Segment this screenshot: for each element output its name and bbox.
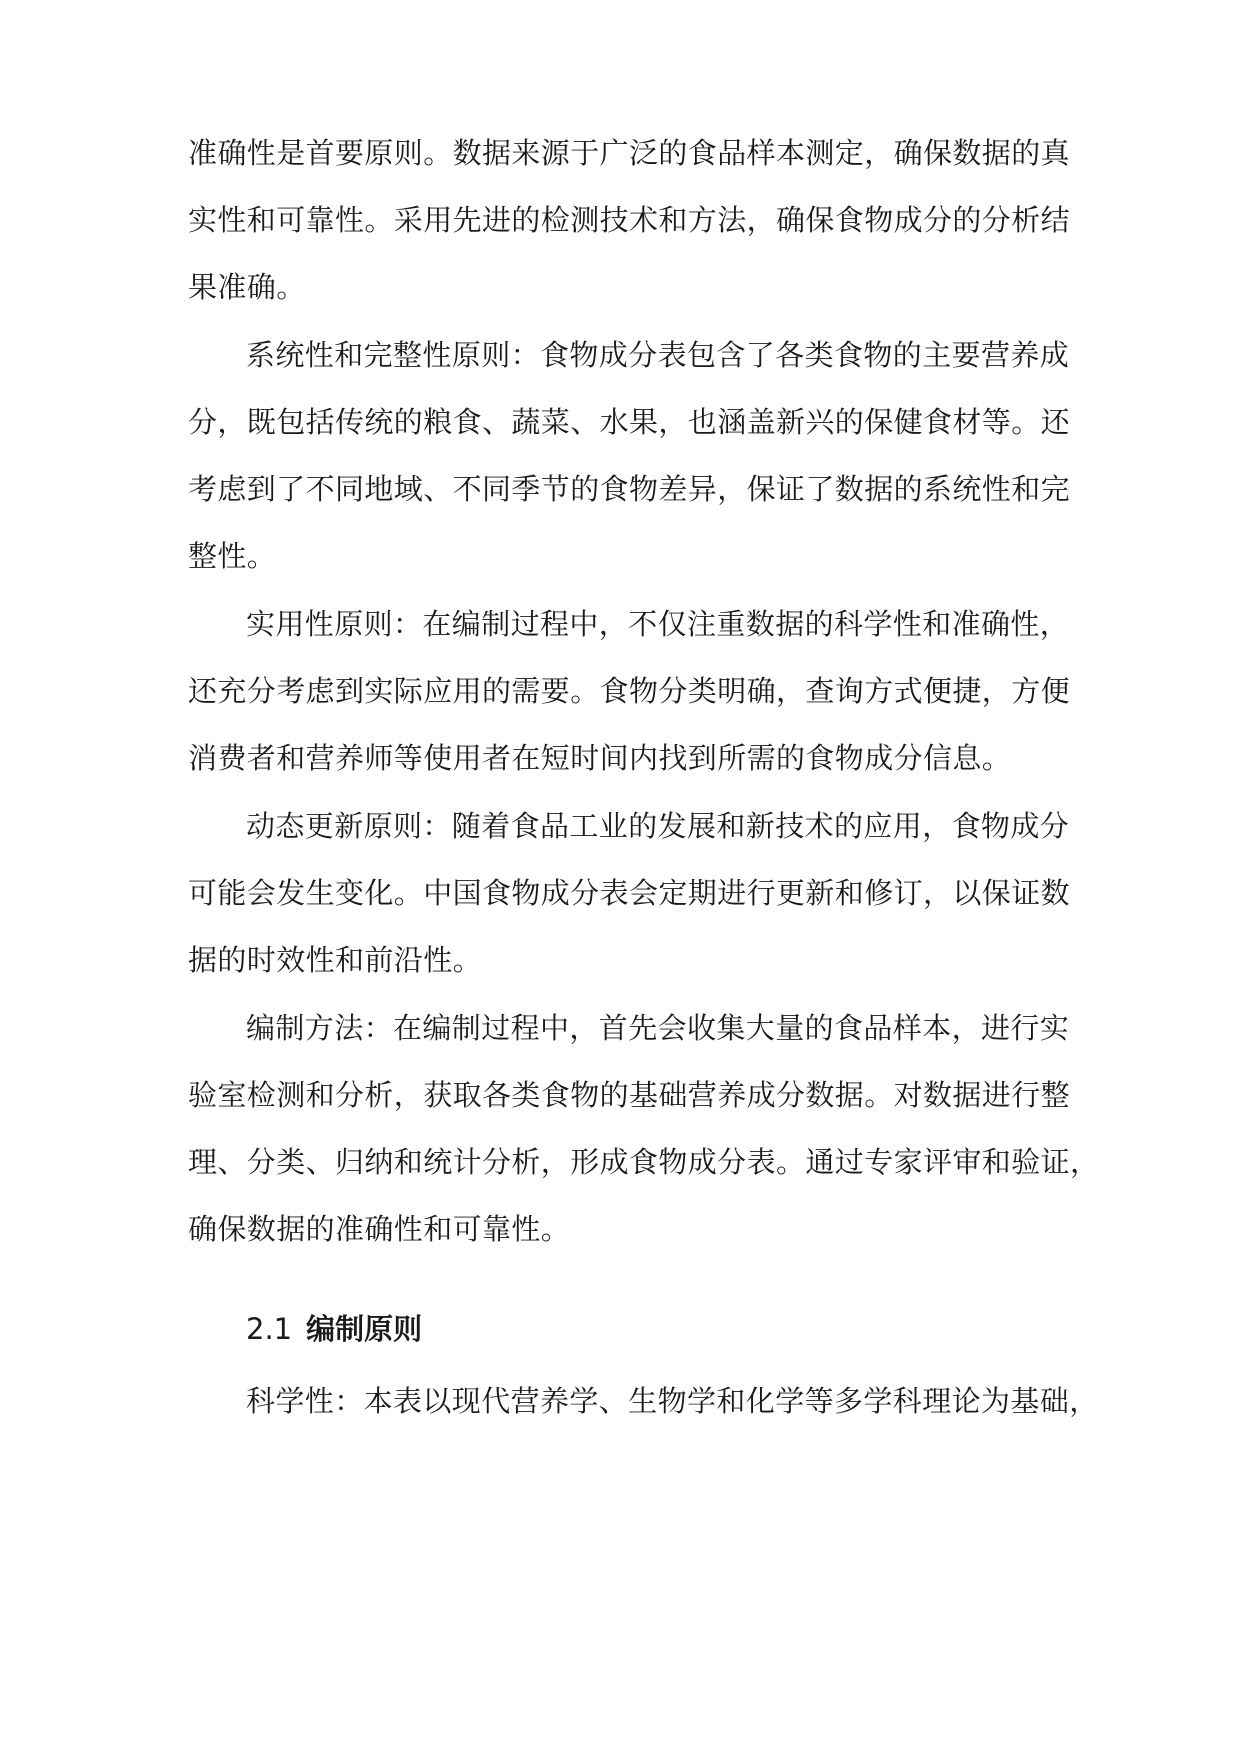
paragraph-5-line-3: 理、分类、归纳和统计分析，形成食物成分表。通过专家评审和验证， [188, 1145, 1100, 1179]
paragraph-1-line-1: 准确性是首要原则。数据来源于广泛的食品样本测定，确保数据的真 [188, 136, 1071, 170]
section-number: 2.1 [246, 1312, 293, 1346]
paragraph-2-line-2: 分，既包括传统的粮食、蔬菜、水果，也涵盖新兴的保健食材等。还 [188, 405, 1071, 439]
paragraph-1-line-3: 果准确。 [188, 270, 306, 304]
section-title: 编制原则 [306, 1312, 423, 1346]
paragraph-1-line-2: 实性和可靠性。采用先进的检测技术和方法，确保食物成分的分析结 [188, 203, 1071, 237]
paragraph-3-line-3: 消费者和营养师等使用者在短时间内找到所需的食物成分信息。 [188, 741, 1012, 775]
paragraph-4-line-3: 据的时效性和前沿性。 [188, 943, 483, 977]
paragraph-4-line-1: 动态更新原则：随着食品工业的发展和新技术的应用，食物成分 [246, 809, 1070, 843]
paragraph-4-line-2: 可能会发生变化。中国食物成分表会定期进行更新和修订，以保证数 [188, 876, 1071, 910]
section-paragraph-line-1: 科学性：本表以现代营养学、生物学和化学等多学科理论为基础， [246, 1384, 1099, 1418]
paragraph-3-line-2: 还充分考虑到实际应用的需要。食物分类明确，查询方式便捷，方便 [188, 674, 1071, 708]
section-heading [246, 1309, 422, 1349]
paragraph-3-line-1: 实用性原则：在编制过程中，不仅注重数据的科学性和准确性， [246, 607, 1070, 641]
paragraph-2-line-3: 考虑到了不同地域、不同季节的食物差异，保证了数据的系统性和完 [188, 472, 1071, 506]
paragraph-5-line-2: 验室检测和分析，获取各类食物的基础营养成分数据。对数据进行整 [188, 1078, 1071, 1112]
paragraph-5-line-1: 编制方法：在编制过程中，首先会收集大量的食品样本，进行实 [246, 1011, 1070, 1045]
paragraph-2-line-4: 整性。 [188, 539, 277, 573]
paragraph-2-line-1: 系统性和完整性原则：食物成分表包含了各类食物的主要营养成 [246, 338, 1070, 372]
paragraph-5-line-4: 确保数据的准确性和可靠性。 [188, 1212, 571, 1246]
